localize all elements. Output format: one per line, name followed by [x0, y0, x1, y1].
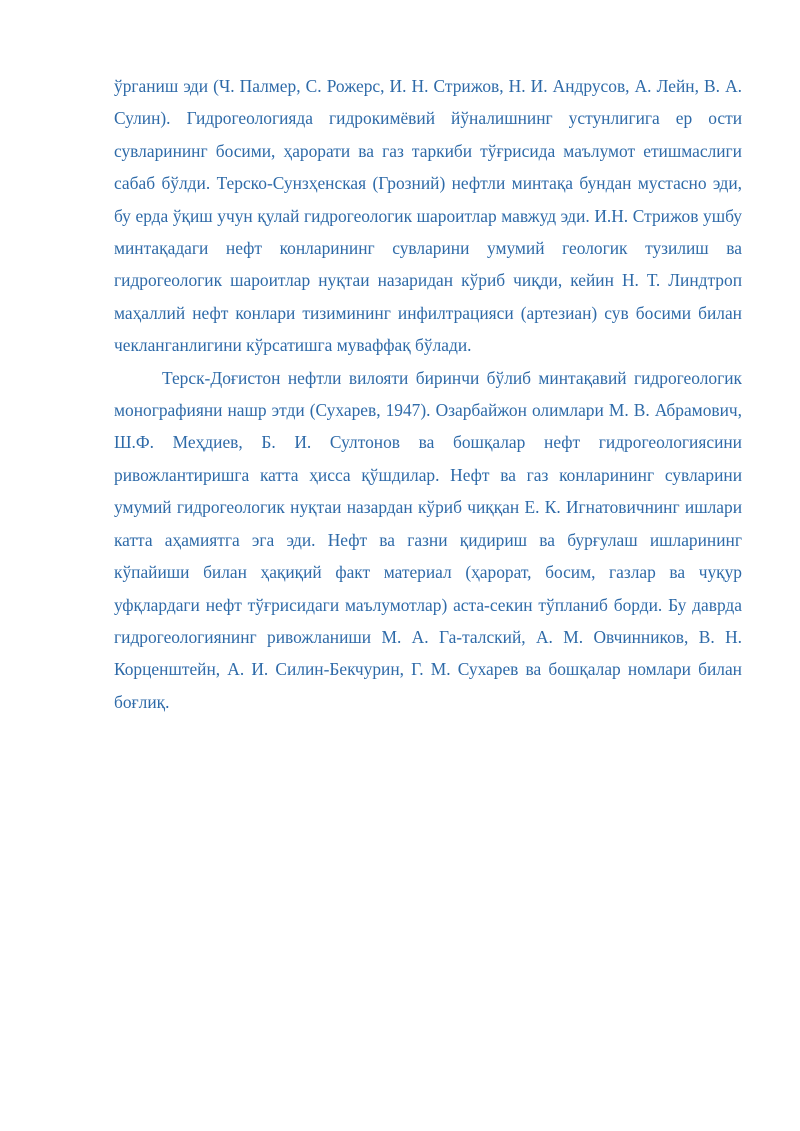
paragraph-continuation: ўрганиш эди (Ч. Палмер, С. Рожерс, И. Н. Стрижов, Н. И. Андрусов, А. Лейн, В. А. Сулин). Гидрогеологияда гидрокимёвий йўналишнинг устунлигига ер ости сувларининг босими, ҳарорати ва газ таркиби тўғрисида маълумот етишмаслиги сабаб бўлди. Терско-Сунзҳенская (Грозний) нефтли минтақа бундан мустасно эди, бу ерда ўқиш учун қулай гидрогеологик шароитлар мавжуд эди. И.Н. Стрижов ушбу минтақадаги нефт конларининг сувларини умумий геологик тузилиш ва гидрогеологик шароитлар нуқтаи назаридан кўриб чиқди, кейин Н. Т. Линдтроп маҳаллий нефт конлари тизимининг инфилтрацияси (артезиан) сув босими билан чекланганлигини кўрсатишга муваффақ бўлади. [114, 76, 742, 356]
paragraph-terek-dagestan: Терск-Доғистон нефтли вилояти биринчи бўлиб минтақавий гидрогеологик монографияни нашр этди (Сухарев, 1947). Озарбайжон олимлари М. В. Абрамович, Ш.Ф. Меҳдиев, Б. И. Султонов ва бошқалар нефт гидрогеологиясини ривожлантиришга катта ҳисса қўшдилар. Нефт ва газ конларининг сувларини умумий гидрогеологик нуқтаи назардан кўриб чиққан Е. К. Игнатовичнинг ишлари катта аҳамиятга эга эди. Нефт ва газни қидириш ва бурғулаш ишларининг кўпайиши билан ҳақиқий факт материал (ҳарорат, босим, газлар ва чуқур уфқлардаги нефт тўғрисидаги маълумотлар) аста-секин тўпланиб борди. Бу даврда гидрогеологиянинг ривожланиши М. А. Га-талский, А. М. Овчинников, В. Н. Корценштейн, А. И. Силин-Бекчурин, Г. М. Сухарев ва бошқалар номлари билан боғлиқ. [114, 367, 742, 712]
body-text [114, 70, 742, 718]
